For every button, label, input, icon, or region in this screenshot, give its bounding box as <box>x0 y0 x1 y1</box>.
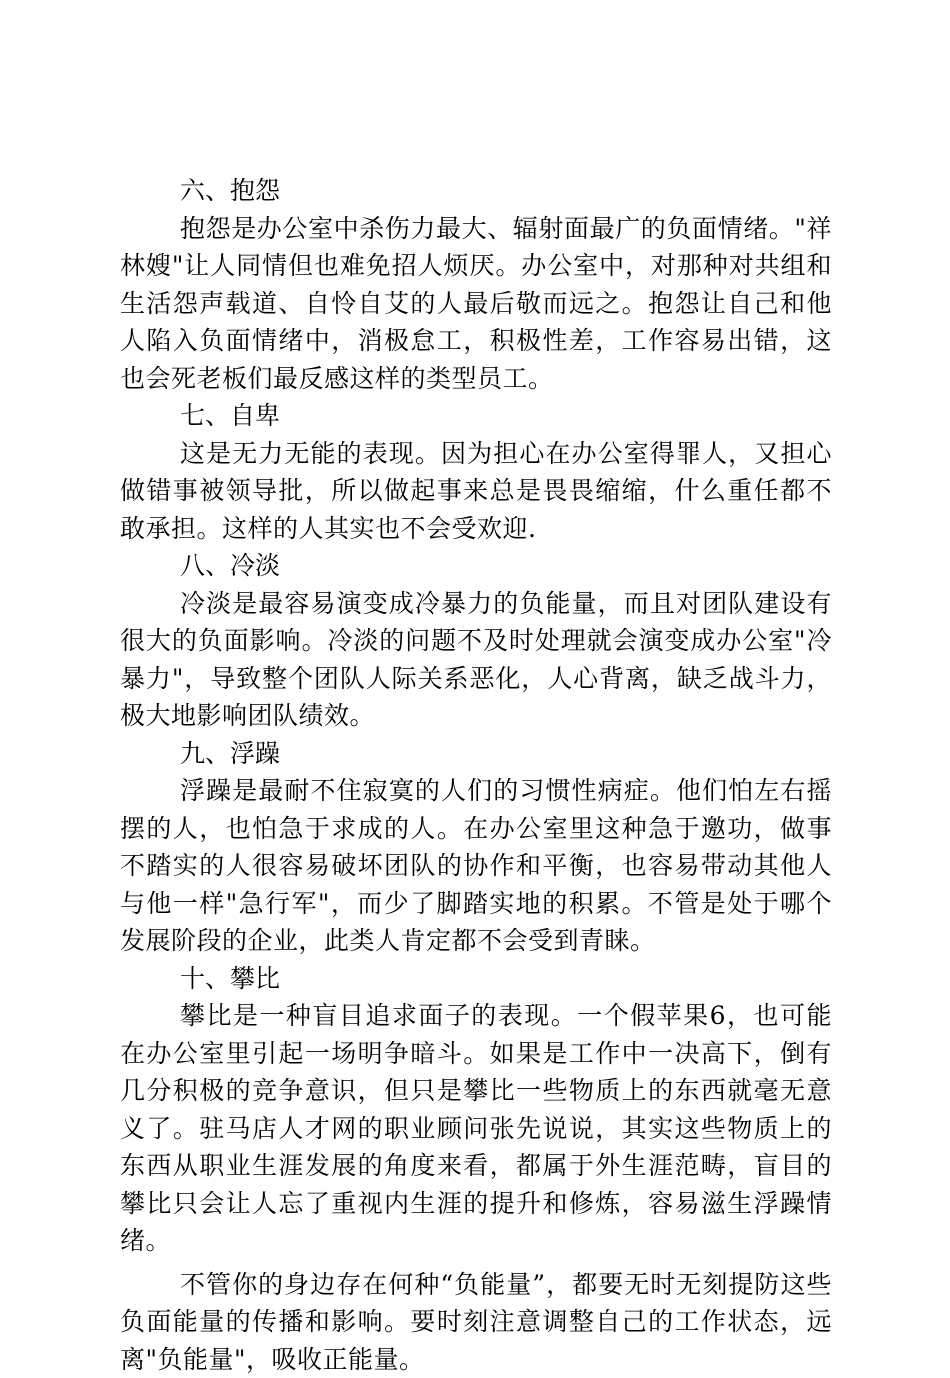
closing-paragraph: 不管你的身边存在何种“负能量”，都要无时无刻提防这些负面能量的传播和影响。要时刻注意调整自己的工作状态，远离"负能量"，吸收正能量。 <box>120 1266 832 1378</box>
section-heading-indifference: 八、冷淡 <box>120 547 832 585</box>
document-body <box>120 172 832 1378</box>
section-body-low-self-esteem: 这是无力无能的表现。因为担心在办公室得罪人，又担心做错事被领导批，所以做起事来总是畏畏缩缩，什么重任都不敢承担。这样的人其实也不会受欢迎. <box>120 435 832 548</box>
section-heading-comparison: 十、攀比 <box>120 960 832 998</box>
section-heading-impetuousness: 九、浮躁 <box>120 735 832 773</box>
section-body-indifference: 冷淡是最容易演变成冷暴力的负能量，而且对团队建设有很大的负面影响。冷淡的问题不及时处理就会演变成办公室"冷暴力"，导致整个团队人际关系恶化，人心背离，缺乏战斗力，极大地影响团队绩效。 <box>120 585 832 735</box>
section-body-comparison: 攀比是一种盲目追求面子的表现。一个假苹果6，也可能在办公室里引起一场明争暗斗。如果是工作中一决高下，倒有几分积极的竞争意识，但只是攀比一些物质上的东西就毫无意义了。驻马店人才网的职业顾问张先说说，其实这些物质上的东西从职业生涯发展的角度来看，都属于外生涯范畴，盲目的攀比只会让人忘了重视内生涯的提升和修炼，容易滋生浮躁情绪。 <box>120 997 832 1260</box>
section-body-complaining: 抱怨是办公室中杀伤力最大、辐射面最广的负面情绪。"祥林嫂"让人同情但也难免招人烦厌。办公室中，对那种对共组和生活怨声载道、自怜自艾的人最后敬而远之。抱怨让自己和他人陷入负面情绪中，消极怠工，积极性差，工作容易出错，这也会死老板们最反感这样的类型员工。 <box>120 210 832 398</box>
section-body-impetuousness: 浮躁是最耐不住寂寞的人们的习惯性病症。他们怕左右摇摆的人，也怕急于求成的人。在办公室里这种急于邀功，做事不踏实的人很容易破坏团队的协作和平衡，也容易带动其他人与他一样"急行军"，而少了脚踏实地的积累。不管是处于哪个发展阶段的企业，此类人肯定都不会受到青睐。 <box>120 772 832 960</box>
section-heading-complaining: 六、抱怨 <box>120 172 832 210</box>
section-heading-low-self-esteem: 七、自卑 <box>120 397 832 435</box>
